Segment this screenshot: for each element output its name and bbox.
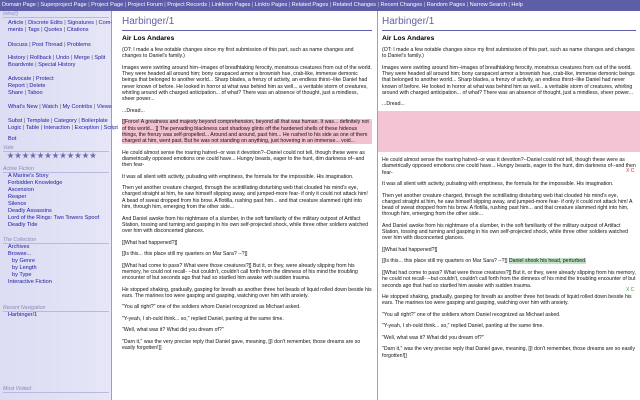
- paragraph: (OT: I made a few notable changes since my first submission of this part, such as name changes and changes to Daniel's family.): [382, 47, 635, 60]
- paragraph: He stopped shaking, gradually, gasping for breath as another three hot beads of liquid rolled down beside his ears. The marines too were gasping and gasping, watching over him with anxiety.: [382, 294, 632, 307]
- divider: [122, 30, 372, 31]
- collection-by-type[interactable]: by Type: [12, 272, 32, 278]
- paragraph: He could almost sense the roaring hatred--or was it devotion?--Daniel could not tell, though these were as diametrically opposed emotions one could have... Hungry beasts, eager to the hunt, dim darkness of--and then fear-: [122, 149, 365, 169]
- paragraph: He could almost sense the roaring hatred--or was it devotion?--Daniel could not tell, though these were as diametrically opposed emotions one could have... Hungry beasts, eager to the hunt, dim darkness of--and then fear-: [382, 156, 636, 176]
- top-nav-bar: Domain Page | Superproject Page | Project Page | Project Forum | Project Records | Linkfrom Pages | Linkto Pages | Related Pages | Related Changes | Recent Changes | Random Pages | Narrow Search | Help: [0, 0, 640, 11]
- link-citations[interactable]: Citations: [66, 27, 89, 33]
- fiction-link[interactable]: Forbidden Knowledge: [8, 180, 63, 186]
- link-discrete-edits[interactable]: Discrete Edits: [28, 20, 63, 26]
- deleted-marker[interactable]: X C: [626, 168, 635, 174]
- recent-nav-label: Recent Navigation: [3, 305, 46, 311]
- fiction-link[interactable]: Ascension: [8, 187, 34, 193]
- page-title: Harbinger/1: [382, 16, 435, 27]
- link-script[interactable]: Script: [103, 125, 118, 131]
- link-special-history[interactable]: Special History: [38, 62, 76, 68]
- paragraph: "Darn it," was the very precise reply that Daniel gave, meaning, [[I don't remember, those dreams are so easily forgotten!]]: [122, 338, 361, 352]
- link-row: Boardvote | Special History: [8, 62, 76, 68]
- paragraph-deleted: [[Force! A greatness and majesty beyond comprehension, beyond all that was human. It was... definitely not of this world... ]] The pervading blackness cast shadowy glints off the hardened shells of these hideous things, the frenzy was self-propelled... Around and around, past him... He rushed to his side as one of them charged at him, went past. But he was not standing on anything, just hovering in an immense... void...: [122, 119, 372, 144]
- collection-by-genre[interactable]: by Genre: [12, 258, 36, 264]
- link-my-contribs[interactable]: My Contribs: [62, 104, 93, 110]
- link-quotes[interactable]: Quotes: [44, 27, 63, 33]
- fiction-link[interactable]: Deadly Assassins: [8, 208, 52, 214]
- link-merge[interactable]: Merge: [73, 55, 90, 61]
- link-discuss[interactable]: Discuss: [8, 42, 28, 48]
- link-row: History | Rollback | Undo | Merge | Split: [8, 55, 106, 61]
- link-subst[interactable]: Subst: [8, 118, 23, 124]
- deleted-block-placeholder: [378, 111, 640, 152]
- star-icon[interactable]: [90, 152, 97, 159]
- link-category[interactable]: Category: [54, 118, 77, 124]
- diff-pane-new: [377, 11, 640, 400]
- link-comments[interactable]: Com-: [98, 20, 113, 26]
- paragraph: "You all right?" one of the soldiers whom Daniel recognized as Michael asked.: [122, 304, 301, 311]
- collection-browse[interactable]: Browse...: [8, 251, 32, 257]
- link-row: What's New | Watch | My Contribs | Views: [8, 104, 112, 110]
- link-row: Discuss | Post Thread | Problems: [8, 42, 91, 48]
- sidebar-article-links: [0, 20, 112, 34]
- active-fiction-label: Active Fiction: [3, 166, 34, 172]
- paragraph: Images were swirling around him--images of breathtaking ferocity, monstrous creatures from out of the world. They were headed all around him; bony carapaced armor a brownish hue, crab-like, immense demonic beings that belonged to another world... Sharp blades, a frenzy of activity, an endless thirst--like Daniel had never known of before. He looked in horror at what was behind him as well... a veritable storm of creatures, whirling around with charged anticipation... of what? There was an absence of thought, just a mindless, sheer power...: [382, 64, 635, 96]
- sidebar-collection: [0, 237, 112, 286]
- link-protect[interactable]: Protect: [35, 76, 54, 82]
- page-title: Harbinger/1: [122, 16, 175, 27]
- nav-related-changes[interactable]: Related Changes: [332, 2, 376, 8]
- link-row: Advocate | Protect: [8, 76, 54, 82]
- link-taboo[interactable]: Taboo: [27, 90, 43, 96]
- sidebar-watch-links: [0, 104, 112, 111]
- paragraph: "Well, what was it? What did you dream of?": [382, 334, 484, 341]
- fiction-link[interactable]: Silence: [8, 201, 27, 207]
- paragraph: It was all silent with activity, pulsating with emptiness, the formula for the impossible. His imagination.: [122, 173, 354, 180]
- collection-interactive-fiction[interactable]: Interactive Fiction: [8, 279, 52, 285]
- link-report[interactable]: Report: [8, 83, 25, 89]
- nav-linkto-pages[interactable]: Linkto Pages: [254, 2, 288, 8]
- fiction-link[interactable]: Reaper: [8, 194, 27, 200]
- nav-linkfrom-pages[interactable]: Linkfrom Pages: [211, 2, 251, 8]
- link-row: Logic | Table | Interaction | Exception | Script: [8, 125, 118, 131]
- link-article[interactable]: Article: [8, 20, 24, 26]
- link-row: ments | Tags | Quotes | Citations: [8, 27, 89, 33]
- vote-stars: [0, 152, 112, 160]
- paragraph: ...Dread...: [382, 101, 405, 108]
- sidebar: [0, 11, 118, 400]
- sidebar-recent-navigation: [0, 305, 112, 319]
- link-history[interactable]: History: [8, 55, 26, 61]
- paragraph: "Y-yeah, I sh-ould think... so," replied Daniel, panting at the same time.: [122, 315, 284, 322]
- nav-random-pages[interactable]: Random Pages: [426, 2, 466, 8]
- divider: [382, 30, 636, 31]
- paragraph: Then yet another creature charged, through the scintillating disturbing web that clouded his mind's eye, charged straight at him, he saw himself slipping away, and jumped-more fear- if only it could not attack him! A bead of sweat dropped from his brow. A flotilla, rushing past him... and that creature slammed right into him, through him, emerging from the other side...: [382, 192, 633, 218]
- link-delete[interactable]: Delete: [29, 83, 46, 89]
- link-boilerplate[interactable]: Boilerplate: [81, 118, 108, 124]
- link-split[interactable]: Split: [94, 55, 106, 61]
- star-icon[interactable]: [52, 152, 59, 159]
- link-row: Share | Taboo: [8, 90, 43, 96]
- inserted-marker[interactable]: X C: [626, 287, 635, 293]
- link-views[interactable]: Views: [96, 104, 112, 110]
- star-icon[interactable]: [15, 152, 22, 159]
- link-signatures[interactable]: Signatures: [67, 20, 94, 26]
- paragraph: It was all silent with activity, pulsating with emptiness, the formula for the impossible. His imagination.: [382, 181, 614, 188]
- divider: [3, 17, 109, 18]
- paragraph-text: [[Is this... this place still my quarters on Mar Sara? --?]]: [382, 258, 508, 265]
- star-icon[interactable]: [60, 152, 67, 159]
- paragraph: ...Dread...: [122, 107, 145, 114]
- paragraph: "Darn it," was the very precise reply that Daniel gave, meaning, [[I don't remember, those dreams are so easily forgotten!]]: [382, 346, 635, 359]
- paragraph: Then yet another creature charged, through the scintillating disturbing web that clouded his mind's eye, charged straight at him, he saw himself slipping away, and jumped-more fear- if only it could not attack him! A bead of sweat dropped from his brow. A flotilla, rushing past him... and that creature slammed right into him, through him, emerging from the other side...: [122, 185, 368, 211]
- link-exception[interactable]: Exception: [74, 125, 100, 131]
- star-icon[interactable]: [22, 152, 29, 159]
- sidebar-tools-links: [0, 118, 118, 132]
- paragraph: "Y-yeah, I sh-ould think... so," replied Daniel, panting at the same time.: [382, 323, 544, 330]
- link-whats-new[interactable]: What's New: [8, 104, 38, 110]
- paragraph: [[Is this... this place still my quarters on Mar Sara? --?]]: [122, 251, 248, 258]
- divider: [3, 392, 109, 393]
- sidebar-most-visited: [0, 386, 112, 393]
- link-row: Article | Discrete Edits | Signatures | Com-: [8, 20, 113, 26]
- nav-narrow-search[interactable]: Narrow Search: [469, 2, 507, 8]
- paragraph: "You all right?" one of the soldiers whom Daniel recognized as Michael asked.: [382, 311, 561, 318]
- paragraph: [[What had happened?]]: [122, 239, 178, 246]
- link-problems[interactable]: Problems: [67, 42, 91, 48]
- star-icon[interactable]: [75, 152, 82, 159]
- link-share[interactable]: Share: [8, 90, 23, 96]
- nav-project-page[interactable]: Project Page: [91, 2, 124, 8]
- link-row: Subst | Template | Category | Boilerplate: [8, 118, 108, 124]
- sidebar-intro-section: [0, 11, 112, 18]
- most-visited-label: Most Visited: [3, 386, 32, 392]
- link-logic[interactable]: Logic: [8, 125, 22, 131]
- sidebar-bot-link: [0, 136, 112, 143]
- link-table[interactable]: Table: [25, 125, 40, 131]
- sidebar-discuss-links: [0, 42, 112, 49]
- nav-help[interactable]: Help: [511, 2, 523, 8]
- link-rollback[interactable]: Rollback: [29, 55, 52, 61]
- star-icon[interactable]: [37, 152, 44, 159]
- author-name: Air Los Andares: [382, 35, 435, 42]
- sidebar-active-fiction: [0, 166, 112, 229]
- author-name: Air Los Andares: [122, 35, 175, 42]
- link-row: Report | Delete: [8, 83, 46, 89]
- link-boardvote[interactable]: Boardvote: [8, 62, 34, 68]
- nav-superproject-page[interactable]: Superproject Page: [40, 2, 87, 8]
- star-icon[interactable]: [30, 152, 37, 159]
- paragraph: [[What had happened?]]: [382, 246, 438, 253]
- collection-archives[interactable]: Archives: [8, 244, 30, 250]
- sidebar-admin-links: [0, 76, 112, 97]
- paragraph: "Well, what was it? What did you dream of?": [122, 327, 224, 334]
- fiction-link[interactable]: A Marine's Story: [8, 173, 49, 179]
- diff-pane-old: [118, 11, 376, 400]
- star-icon[interactable]: [45, 152, 52, 159]
- nav-domain-page[interactable]: Domain Page: [2, 2, 36, 8]
- inserted-text: Daniel shook his head, perturbed.: [508, 258, 587, 265]
- paragraph-with-insertion: [382, 258, 636, 264]
- link-tags[interactable]: Tags: [27, 27, 40, 33]
- collection-by-length[interactable]: by Length: [12, 265, 37, 271]
- link-comments-cont[interactable]: ments: [8, 27, 24, 33]
- sidebar-history-links: [0, 55, 112, 69]
- link-post-thread[interactable]: Post Thread: [32, 42, 63, 48]
- nav-project-forum[interactable]: Project Forum: [127, 2, 163, 8]
- fiction-link[interactable]: Lord of the Rings: Two Towers Spoof: [8, 215, 100, 221]
- sidebar-vote-label: Vote: [3, 145, 14, 151]
- nav-project-records[interactable]: Project Records: [167, 2, 208, 8]
- collection-label: The Collection: [3, 237, 37, 243]
- paragraph: And Daniel awoke from his nightmare of a slumber, in the soft familiarity of the military outpost of Artifact Station, tossing and turning and gasping in his own self-projected shock, while three other soldiers watched over him with disconcerted glances.: [382, 222, 628, 242]
- link-interaction[interactable]: Interaction: [43, 125, 70, 131]
- sidebar-intro-label[interactable]: Intro(!): [3, 11, 19, 17]
- nav-recent-changes[interactable]: Recent Changes: [380, 2, 423, 8]
- link-template[interactable]: Template: [26, 118, 50, 124]
- paragraph: (OT: I made a few notable changes since my first submission of this part, such as name changes and changes to Daniel's family.): [122, 47, 354, 60]
- star-icon[interactable]: [82, 152, 89, 159]
- paragraph: And Daniel awoke from his nightmare of a slumber, in the soft familiarity of the military outpost of Artifact Station, tossing and turning and gasping in his own self-projected shock, while three other soldiers watched over him with disconcerted glances.: [122, 215, 368, 235]
- recent-nav-link[interactable]: Harbinger/1: [8, 312, 38, 318]
- sidebar-vote-section: [0, 145, 112, 160]
- link-undo[interactable]: Undo: [56, 55, 70, 61]
- star-icon[interactable]: [67, 152, 74, 159]
- story-text: [122, 47, 372, 352]
- nav-related-pages[interactable]: Related Pages: [291, 2, 329, 8]
- fiction-link[interactable]: Deadly Tide: [8, 222, 38, 228]
- paragraph: He stopped shaking, gradually, gasping for breath as another three hot beads of liquid rolled down beside his ears. The marines too were gasping and gasping, watching over him with anxiety.: [122, 286, 372, 299]
- link-watch[interactable]: Watch: [42, 104, 58, 110]
- link-advocate[interactable]: Advocate: [8, 76, 32, 82]
- paragraph: [[What had come to pass? What were those creatures?]] But it, or they, were already slipping from his memory, he could not recall- --but couldn't, couldn't call forth from the dimness of his mind the troubling encounter of but seconds ago that had so startled him awake with sudden trauma.: [382, 269, 636, 289]
- story-text: [382, 47, 636, 359]
- link-bot[interactable]: Bot: [8, 136, 17, 142]
- paragraph: Images were swirling around him--images of breathtaking ferocity, monstrous creatures from out of the world. They were headed all around him; bony carapaced armor a brownish hue, crab-like, immense demonic beings that belonged to another world... Sharp blades, a frenzy of activity, an endless thirst--like Daniel had never known of before. He looked in horror at what was behind him as well... a veritable storm of creatures, whirling around with charged anticipation... of what? There was an absence of thought, just a mindless, sheer power...: [122, 64, 372, 103]
- star-icon[interactable]: [7, 152, 14, 159]
- paragraph: [[What had come to pass? What were those creatures?]] But it, or they, were already slipping from his memory, he could not recall- --but couldn't, couldn't call forth from the dimness of his mind the troubling encounter of but seconds ago that had so startled him awake with sudden trauma.: [122, 262, 358, 282]
